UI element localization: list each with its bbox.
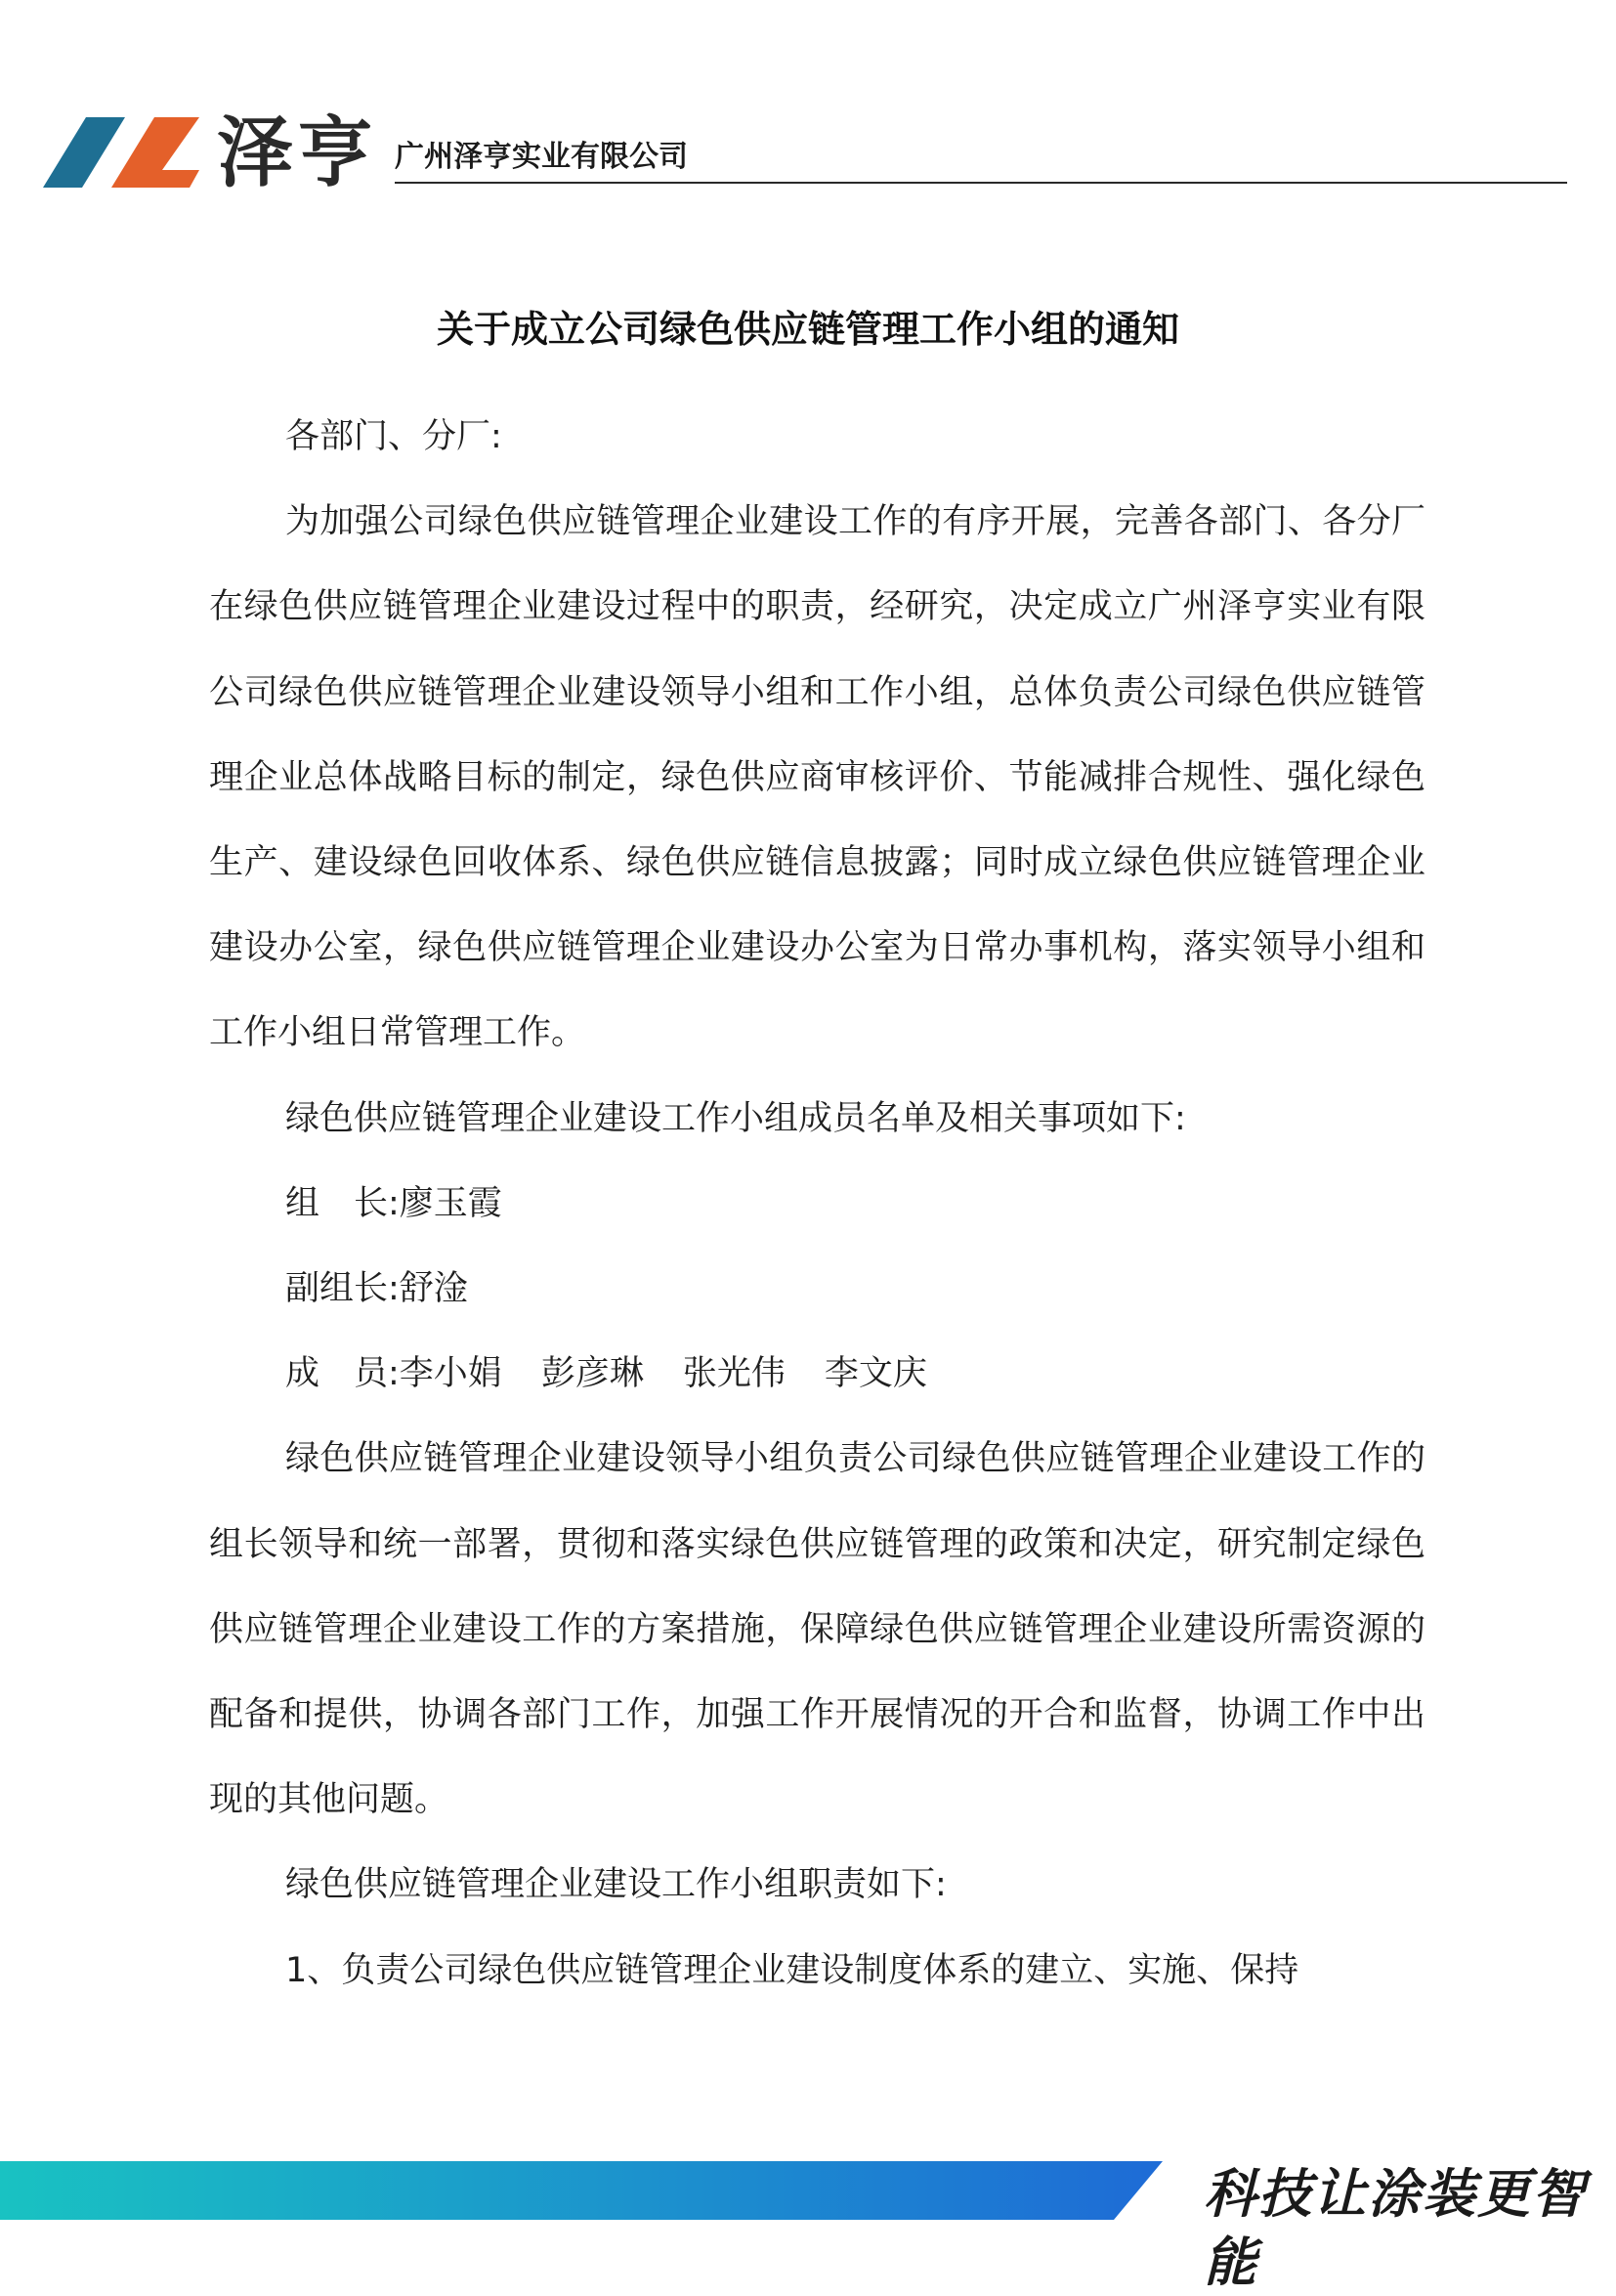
company-name: 广州泽亨实业有限公司	[395, 140, 688, 174]
header-divider	[395, 182, 1567, 184]
greeting: 各部门、分厂:	[285, 417, 502, 456]
page-header	[0, 0, 1616, 195]
footer-gradient-bar	[0, 2161, 1163, 2220]
brand-name: 泽亨	[217, 109, 378, 197]
member-name: 彭彦琳	[540, 1354, 644, 1394]
document-title: 关于成立公司绿色供应链管理工作小组的通知	[436, 308, 1179, 351]
deputy-line	[209, 1247, 1425, 1332]
paragraph-leadership-duties: 绿色供应链管理企业建设领导小组负责公司绿色供应链管理企业建设工作的组长领导和统一部署，贯彻和落实绿色供应链管理的政策和决定，研究制定绿色供应链管理企业建设工作的方案措施，保障绿色供应链管理企业建设所需资源的配备和提供，协调各部门工作，加强工作开展情况的开合和监督，协调工作中出现的其他问题。	[209, 1439, 1425, 1820]
members-intro: 绿色供应链管理企业建设工作小组成员名单及相关事项如下:	[285, 1098, 1186, 1138]
paragraph-establishment: 为加强公司绿色供应链管理企业建设工作的有序开展，完善各部门、各分厂在绿色供应链管理企业建设过程中的职责，经研究，决定成立广州泽亨实业有限公司绿色供应链管理企业建设领导小组和工作小组，总体负责公司绿色供应链管理企业总体战略目标的制定，绿色供应商审核评价、节能减排合规性、强化绿色生产、建设绿色回收体系、绿色供应链信息披露；同时成立绿色供应链管理企业建设办公室，绿色供应链管理企业建设办公室为日常办事机构，落实领导小组和工作小组日常管理工作。	[209, 502, 1425, 1053]
member-name: 张光伟	[682, 1354, 786, 1394]
leader-name: 廖玉霞	[399, 1183, 502, 1223]
page-footer	[0, 2149, 1616, 2293]
duties-intro: 绿色供应链管理企业建设工作小组职责如下:	[285, 1865, 947, 1905]
member-name: 李小娟	[399, 1354, 502, 1394]
leader-line	[209, 1162, 1425, 1247]
duty-item-1: 1、负责公司绿色供应链管理企业建设制度体系的建立、实施、保持	[285, 1950, 1299, 1990]
footer-slogan: 科技让涂装更智能	[1204, 2162, 1587, 2293]
members-line	[209, 1332, 1425, 1417]
members-label: 成 员:	[285, 1354, 400, 1394]
member-name: 李文庆	[824, 1354, 927, 1394]
deputy-name: 舒淦	[399, 1269, 468, 1309]
leader-label: 组 长:	[285, 1183, 400, 1223]
zeheng-logo-icon	[43, 117, 199, 188]
deputy-label: 副组长:	[285, 1269, 400, 1309]
document-body	[209, 395, 1425, 2014]
